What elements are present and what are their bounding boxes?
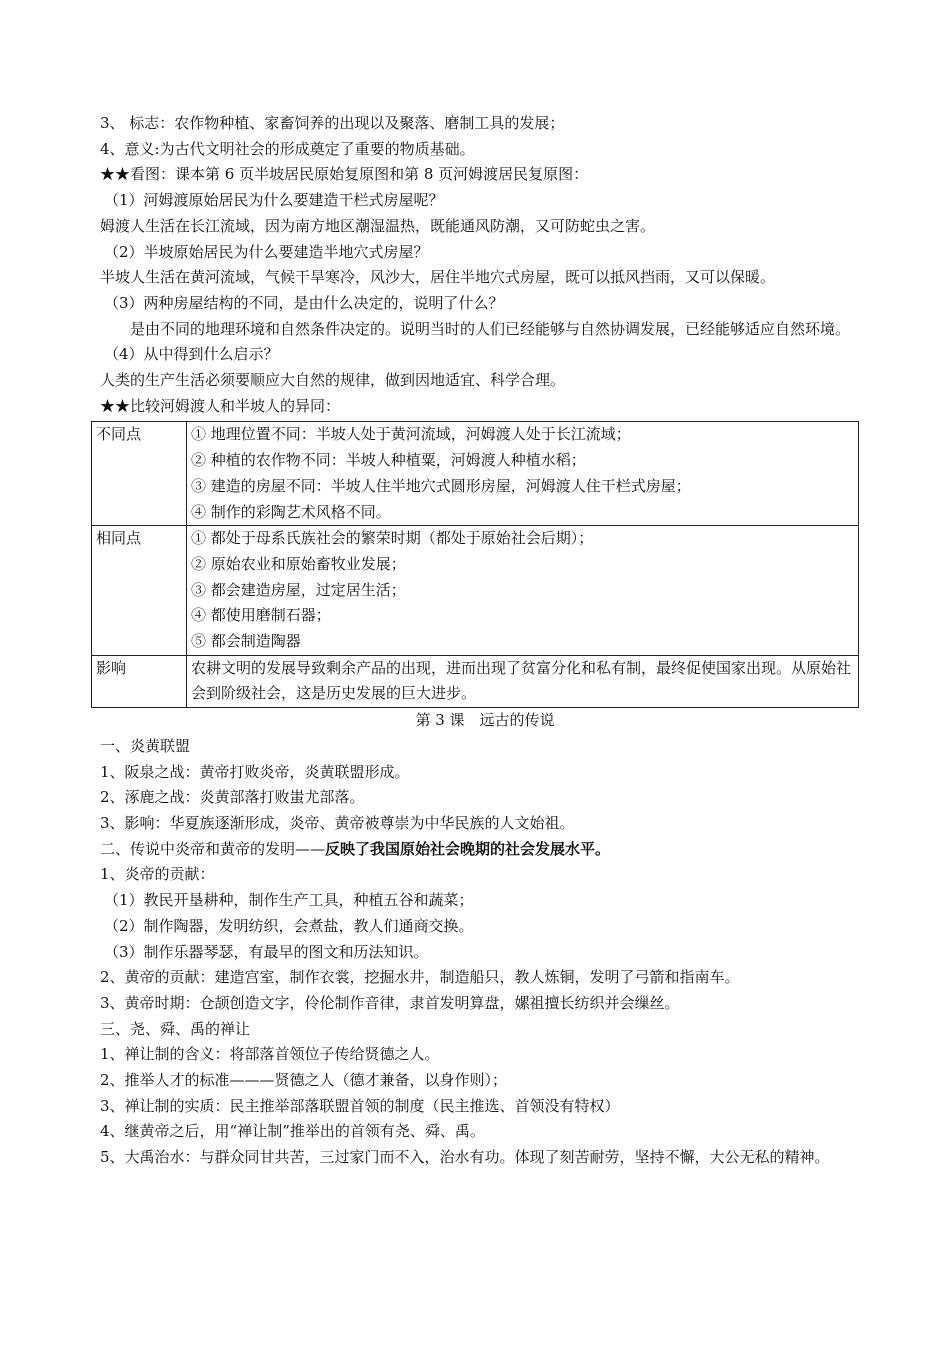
row-content-differences — [187, 422, 859, 526]
yandi-item: （1）教民开垦耕种，制作生产工具，种植五谷和蔬菜； — [104, 891, 474, 910]
compare-heading: ★★比较河姆渡人和半坡人的异同： — [100, 396, 341, 415]
lesson-title: 第 3 课 远古的传说 — [415, 711, 555, 730]
section-3-item: 2、推举人才的标准———贤德之人（德才兼备，以身作则）； — [100, 1071, 508, 1090]
difference-item: ③ 建造的房屋不同：半坡人住半地穴式圆形房屋，河姆渡人住干栏式房屋； — [191, 476, 691, 495]
question-4: （4）从中得到什么启示？ — [104, 345, 279, 364]
yandi-heading: 1、炎帝的贡献： — [100, 865, 215, 884]
section-1-heading: 一、炎黄联盟 — [100, 736, 191, 755]
section-1-item: 3、影响：华夏族逐渐形成，炎帝、黄帝被尊崇为中华民族的人文始祖。 — [100, 813, 575, 832]
huangdi-contribution: 2、黄帝的贡献：建造宫室，制作衣裳，挖掘水井，制造船只，教人炼铜，发明了弓箭和指南车。 — [100, 968, 740, 987]
similarity-item: ② 原始农业和原始畜牧业发展； — [191, 554, 406, 573]
question-3: （3）两种房屋结构的不同，是由什么决定的，说明了什么？ — [104, 293, 504, 312]
similarity-item: ⑤ 都会制造陶器 — [191, 632, 301, 651]
difference-item: ① 地理位置不同：半坡人处于黄河流域，河姆渡人处于长江流域； — [191, 425, 631, 444]
yandi-item: （2）制作陶器，发明纺织，会煮盐，教人们通商交换。 — [104, 916, 474, 935]
similarity-item: ① 都处于母系氏族社会的繁荣时期（都处于原始社会后期）； — [191, 529, 594, 548]
row-label-similarities: 相同点 — [92, 526, 187, 656]
similarity-item: ④ 都使用磨制石器； — [191, 606, 331, 625]
section-1-item: 2、涿鹿之战：炎黄部落打败蚩尤部落。 — [100, 788, 365, 807]
intro-line-2: 4、意义:为古代文明社会的形成奠定了重要的物质基础。 — [100, 139, 475, 158]
section-3-heading: 三、尧、舜、禹的禅让 — [100, 1019, 251, 1038]
row-label-influence: 影响 — [92, 655, 187, 707]
difference-item: ② 种植的农作物不同：半坡人种植粟，河姆渡人种植水稻； — [191, 451, 586, 470]
row-content-similarities — [187, 526, 859, 656]
section-2-heading-suffix: 。 — [595, 839, 611, 858]
row-label-differences: 不同点 — [92, 422, 187, 526]
yandi-item: （3）制作乐器琴瑟，有最早的图文和历法知识。 — [104, 942, 429, 961]
table-row — [92, 655, 859, 707]
section-3-item: 4、继黄帝之后，用“禅让制”推举出的首领有尧、舜、禹。 — [100, 1122, 485, 1141]
section-1-item: 1、阪泉之战：黄帝打败炎帝，炎黄联盟形成。 — [100, 762, 410, 781]
row-content-influence — [187, 655, 859, 707]
question-2: （2）半坡原始居民为什么要建造半地穴式房屋？ — [104, 242, 429, 261]
section-3-final-paragraph: 5、大禹治水：与群众同甘共苦，三过家门而不入，治水有功。体现了刻苦耐劳，坚持不懈，大公无私的精神。 — [100, 1148, 830, 1167]
difference-item: ④ 制作的彩陶艺术风格不同。 — [191, 502, 391, 521]
question-1: （1）河姆渡原始居民为什么要建造干栏式房屋呢？ — [104, 191, 444, 210]
intro-line-1: 3、 标志：农作物种植、家畜饲养的出现以及聚落、磨制工具的发展； — [100, 114, 565, 132]
document-content — [96, 111, 870, 1171]
intro-line-3: ★★看图：课本第 6 页半坡居民原始复原图和第 8 页河姆渡居民复原图： — [100, 165, 589, 184]
section-2-heading-prefix: 二、传说中炎帝和黄帝的发明—— — [100, 839, 326, 858]
table-row — [92, 422, 859, 526]
answer-3: 是由不同的地理环境和自然条件决定的。说明当时的人们已经能够与自然协调发展，已经能够适应自然环境。 — [130, 319, 851, 338]
influence-text: 农耕文明的发展导致剩余产品的出现，进而出现了贫富分化和私有制，最终促使国家出现。从原始社会到阶级社会，这是历史发展的巨大进步。 — [191, 658, 852, 703]
section-2-heading — [100, 837, 870, 863]
comparison-table — [91, 421, 859, 708]
answer-2: 半坡人生活在黄河流域，气候干旱寒冷，风沙大，居住半地穴式房屋，既可以抵风挡雨，又可以保暖。 — [100, 268, 776, 287]
answer-1: 姆渡人生活在长江流域，因为南方地区潮湿温热，既能通风防潮，又可防蛇虫之害。 — [100, 216, 656, 235]
section-3-item: 3、禅让制的实质：民主推举部落联盟首领的制度（民主推选、首领没有特权） — [100, 1096, 620, 1115]
table-row — [92, 526, 859, 656]
answer-4: 人类的生产生活必须要顺应大自然的规律，做到因地适宜、科学合理。 — [100, 371, 566, 390]
section-3-item: 1、禅让制的含义：将部落首领位子传给贤德之人。 — [100, 1045, 440, 1064]
huangdi-era: 3、黄帝时期：仓颉创造文字，伶伦制作音律，隶首发明算盘，嫘祖擅长纺织并会缫丝。 — [100, 993, 680, 1012]
section-2-heading-bold: 反映了我国原始社会晚期的社会发展水平 — [325, 839, 596, 858]
similarity-item: ③ 都会建造房屋，过定居生活； — [191, 580, 406, 599]
